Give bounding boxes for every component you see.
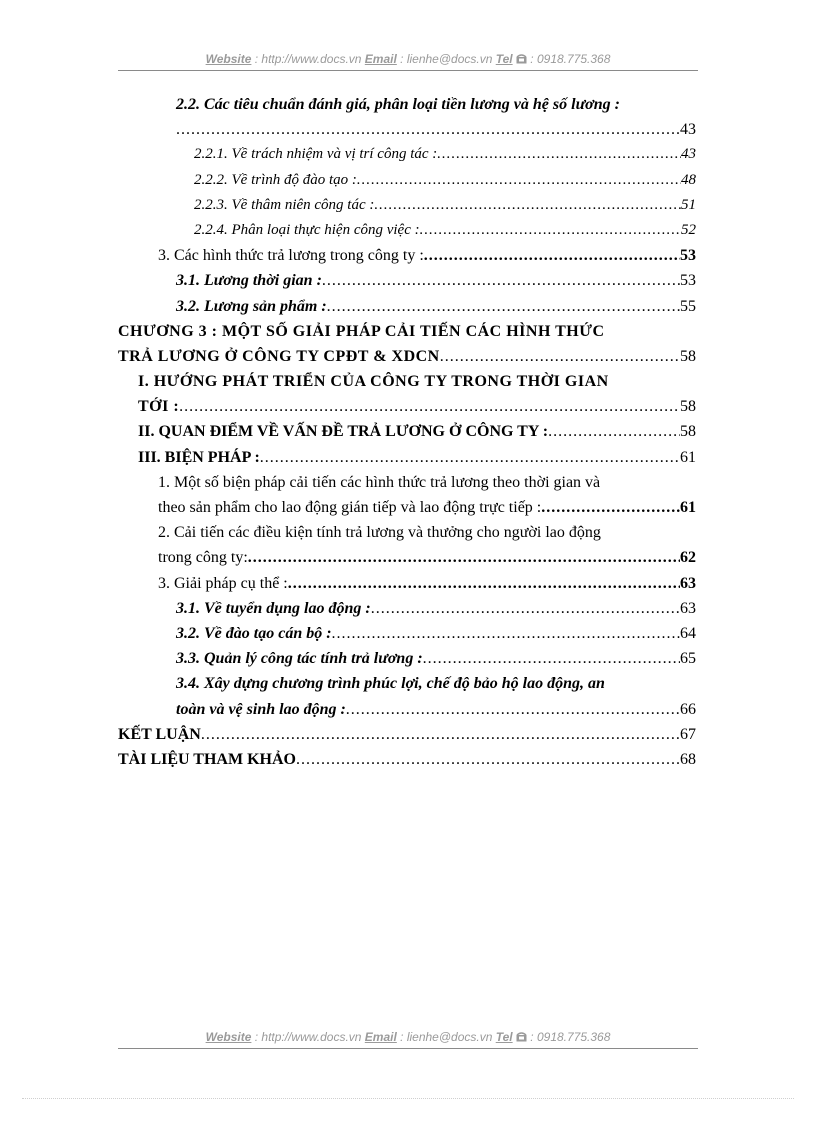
entry-title: TÀI LIỆU THAM KHẢO [118, 750, 296, 768]
page-number: 58 [680, 423, 696, 441]
entry-title: toàn và vệ sinh lao động : [176, 700, 346, 718]
page-number: 66 [680, 700, 696, 718]
page-number: 63 [680, 599, 696, 617]
leader-dots [179, 394, 680, 419]
leader-dots [322, 268, 680, 293]
leader-dots [548, 419, 680, 444]
page-footer [118, 1030, 698, 1044]
entry-title: KẾT LUẬN [118, 725, 201, 743]
toc-chapter-3-title[interactable]: CHƯƠNG 3 : MỘT SỐ GIẢI PHÁP CẢI TIẾN CÁC HÌNH THỨC [118, 322, 605, 340]
toc-section-i-title[interactable]: I. HƯỚNG PHÁT TRIỂN CỦA CÔNG TY TRONG THỜI GIAN [138, 373, 609, 391]
toc-section-ii[interactable] [118, 419, 696, 444]
entry-title: 3.1. Về tuyển dụng lao động : [176, 599, 371, 617]
toc-measure-3-2[interactable] [118, 621, 696, 646]
entry-title: 3.3. Quản lý công tác tính trả lương : [176, 650, 423, 668]
toc-measure-2-title[interactable]: 2. Cải tiến các điều kiện tính trả lương và thưởng cho người lao động [158, 524, 601, 542]
footer-website-label: Website [205, 1030, 252, 1044]
entry-title: TRẢ LƯƠNG Ở CÔNG TY CPĐT & XDCN [118, 347, 440, 365]
entry-title: trong công ty: [158, 549, 248, 567]
leader-dots [260, 445, 680, 470]
entry-title: 3.2. Lương sản phẩm : [176, 297, 327, 315]
entry-title: 2.2.1. Về trách nhiệm và vị trí công tác : [194, 146, 438, 163]
leader-dots [357, 168, 681, 193]
leader-dots [248, 545, 680, 570]
leader-dots [440, 344, 680, 369]
page-number: 51 [681, 196, 696, 213]
toc-entry-3-1[interactable] [118, 268, 696, 293]
phone-icon [516, 1032, 527, 1042]
leader-dots [176, 117, 680, 142]
page-number: 64 [680, 624, 696, 642]
entry-title: theo sản phẩm cho lao động gián tiếp và lao động trực tiếp : [158, 499, 542, 516]
toc-measure-3-1[interactable] [118, 596, 696, 621]
toc-entry-3[interactable] [118, 243, 696, 268]
header-email-label: Email [364, 52, 397, 66]
footer-rule [118, 1048, 698, 1049]
entry-title: 3. Các hình thức trả lương trong công ty : [158, 247, 424, 265]
header-tel-number: : 0918.775.368 [526, 52, 611, 66]
entry-title: III. BIỆN PHÁP : [138, 448, 260, 466]
header-website-url[interactable]: : http://www.docs.vn [251, 52, 365, 66]
page-number: 58 [680, 347, 696, 365]
toc-entry-2-2-2[interactable] [118, 168, 696, 193]
page-boundary [22, 1098, 794, 1099]
leader-dots [201, 722, 680, 747]
toc-entry-2-2[interactable] [118, 117, 696, 142]
page-number: 61 [680, 499, 696, 516]
page-number: 53 [680, 272, 696, 290]
page-number: 62 [680, 549, 696, 567]
entry-title: 3.1. Lương thời gian : [176, 272, 322, 290]
entry-title: TỚI : [138, 398, 180, 416]
leader-dots [437, 142, 681, 167]
footer-website-url[interactable]: : http://www.docs.vn [251, 1030, 365, 1044]
entry-title: 2.2.3. Về thâm niên công tác : [194, 196, 375, 213]
page-number: 52 [681, 221, 696, 238]
leader-dots [296, 747, 680, 772]
leader-dots [288, 571, 680, 596]
page-number: 58 [680, 398, 696, 416]
toc-measure-3[interactable] [118, 571, 696, 596]
header-email-address[interactable]: : lienhe@docs.vn [396, 52, 496, 66]
toc-references[interactable] [118, 747, 696, 772]
page-number: 63 [680, 574, 696, 592]
toc-entry-2-2-3[interactable] [118, 193, 696, 218]
header-rule [118, 70, 698, 71]
header-website-label: Website [205, 52, 252, 66]
entry-title: 3. Giải pháp cụ thể : [158, 574, 288, 592]
toc-measure-1-title[interactable]: 1. Một số biện pháp cải tiến các hình thức trả lương theo thời gian và [158, 473, 601, 491]
leader-dots [327, 294, 680, 319]
leader-dots [346, 697, 680, 722]
leader-dots [371, 596, 680, 621]
entry-title: 2.2.4. Phân loại thực hiện công việc : [194, 221, 420, 238]
entry-title: 2.2.2. Về trình độ đào tạo : [194, 171, 357, 188]
footer-email-address[interactable]: : lienhe@docs.vn [396, 1030, 496, 1044]
page-number: 67 [680, 725, 696, 743]
leader-dots [423, 646, 680, 671]
toc-measure-3-4-title[interactable]: 3.4. Xây dựng chương trình phúc lợi, chế độ bảo hộ lao động, an [176, 675, 605, 693]
toc-entry-2-2-4[interactable] [118, 218, 696, 243]
toc-entry-2-2-title[interactable]: 2.2. Các tiêu chuẩn đánh giá, phân loại tiền lương và hệ số lương : [176, 96, 620, 113]
toc-entry-3-2[interactable] [118, 294, 696, 319]
toc-entry-2-2-1[interactable] [118, 142, 696, 167]
page-number: 68 [680, 750, 696, 768]
toc-measure-3-4[interactable] [118, 697, 696, 722]
toc-measure-2[interactable] [118, 545, 696, 570]
page-number: 48 [681, 171, 696, 188]
phone-icon [516, 54, 527, 64]
leader-dots [424, 243, 680, 268]
footer-tel-number: : 0918.775.368 [526, 1030, 611, 1044]
header-tel-label: Tel [495, 52, 513, 66]
page-number: 61 [680, 448, 696, 466]
page-header [118, 52, 698, 66]
toc-measure-3-3[interactable] [118, 646, 696, 671]
page-number: 53 [680, 247, 696, 265]
leader-dots [420, 218, 681, 243]
footer-email-label: Email [364, 1030, 397, 1044]
toc-conclusion[interactable] [118, 722, 696, 747]
entry-title: 3.2. Về đào tạo cán bộ : [176, 624, 332, 642]
toc-measure-1[interactable] [118, 495, 696, 520]
page-number: 65 [680, 650, 696, 668]
leader-dots [541, 495, 680, 520]
page-number: 43 [680, 121, 696, 139]
page-number: 43 [681, 146, 696, 163]
table-of-contents [118, 92, 696, 772]
toc-chapter-3[interactable] [118, 344, 696, 369]
footer-tel-label: Tel [495, 1030, 513, 1044]
entry-title: II. QUAN ĐIỂM VỀ VẤN ĐỀ TRẢ LƯƠNG Ở CÔNG TY : [138, 423, 549, 441]
page-number: 55 [680, 297, 696, 315]
toc-section-i[interactable] [118, 394, 696, 419]
leader-dots [374, 193, 681, 218]
toc-section-iii[interactable] [118, 445, 696, 470]
leader-dots [332, 621, 680, 646]
